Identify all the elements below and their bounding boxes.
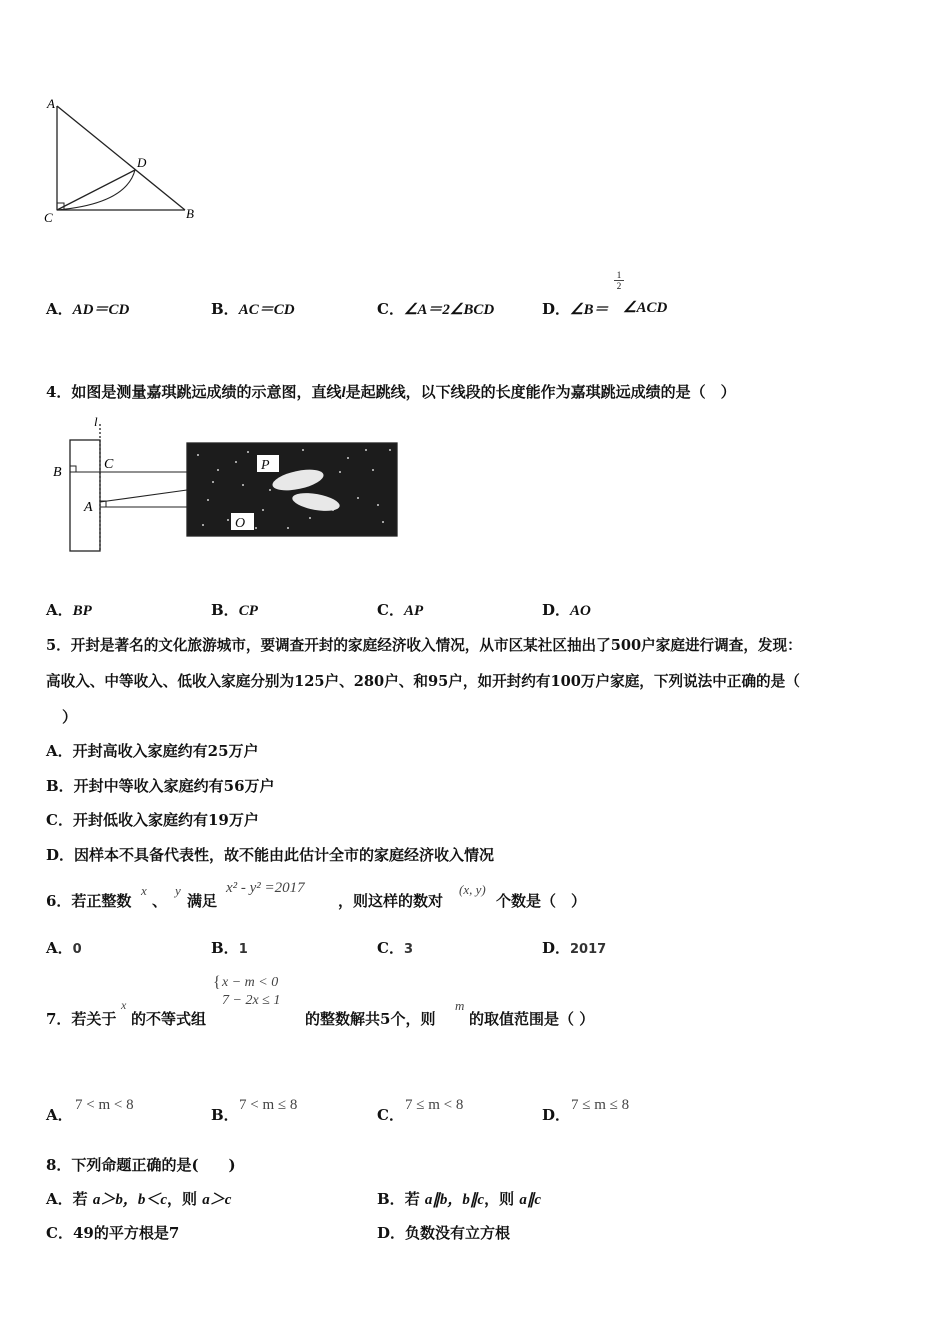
label-A: A <box>47 96 55 111</box>
q7-option-a: A． <box>46 1106 73 1124</box>
label-C: C <box>104 457 114 472</box>
q7-var-x: x <box>121 998 127 1012</box>
label-D: D <box>137 155 147 170</box>
q5-stem-line1: 5．开封是著名的文化旅游城市，要调查开封的家庭经济收入情况，从市区某社区抽出了500户家庭进行调查，发现： <box>46 637 802 654</box>
q5-option-c: C．开封低收入家庭约有19万户 <box>46 811 259 829</box>
q7-option-d-value: 7 ≤ m ≤ 8 <box>571 1097 630 1113</box>
label-B: B <box>53 465 62 480</box>
q7-stem-part3: 的整数解共5个，则 <box>305 1010 436 1028</box>
label-C: C <box>44 210 53 225</box>
q6-var-y: y <box>175 883 181 898</box>
q5-option-a: A．开封高收入家庭约有25万户 <box>46 742 259 760</box>
q8-option-b: B．若 a∥b，b∥c，则 a∥c <box>377 1190 541 1208</box>
q7-stem-part4: 的取值范围是（ ） <box>469 1010 595 1028</box>
q7-brace: { <box>213 974 221 991</box>
q6-option-d: D．2017 <box>542 939 607 957</box>
q6-stem-part4: ，则这样的数对 <box>338 892 444 910</box>
q3-option-c: C．∠A＝2∠BCD <box>377 300 495 318</box>
q4-stem: 4．如图是测量嘉琪跳远成绩的示意图，直线l是起跳线，以下线段的长度能作为嘉琪跳远成绩的是（ ） <box>46 383 736 401</box>
q7-option-d: D． <box>542 1106 571 1124</box>
q6-pair: (x, y) <box>459 882 486 897</box>
q6-equation: x² - y² =2017 <box>226 880 305 896</box>
q3-option-d-fraction: 1 2 <box>614 270 624 291</box>
q3-option-d-tail: ∠ACD <box>623 300 668 316</box>
q7-option-b-value: 7 < m ≤ 8 <box>239 1097 298 1113</box>
q7-stem-part1: 7．若关于 <box>46 1010 117 1028</box>
q6-stem-part5: 个数是（ ） <box>496 892 587 910</box>
q4-option-c: C．AP <box>377 601 424 619</box>
label-P: P <box>261 458 270 473</box>
q3-option-a: A．AD＝CD <box>46 300 130 318</box>
q4-option-d: D．AO <box>542 601 591 619</box>
q5-stem-line2: 高收入、中等收入、低收入家庭分别为125户、280户、和95户，如开封约有100万户家庭，下列说法中正确的是（ <box>46 673 800 690</box>
q6-stem-part3: 满足 <box>187 892 218 910</box>
q5-option-b: B．开封中等收入家庭约有56万户 <box>46 777 275 795</box>
label-O: O <box>235 516 246 531</box>
q7-option-a-value: 7 < m < 8 <box>75 1097 134 1113</box>
q6-option-a: A．0 <box>46 939 82 957</box>
q6-option-c: C．3 <box>377 939 413 957</box>
q6-var-x: x <box>141 883 147 898</box>
q8-stem: 8．下列命题正确的是( ) <box>46 1156 236 1174</box>
triangle-figure <box>38 92 208 232</box>
q4-option-b: B．CP <box>211 601 258 619</box>
label-A: A <box>84 500 93 515</box>
label-l: l <box>94 414 98 429</box>
q6-stem-part1: 6．若正整数 <box>46 892 132 910</box>
q5-option-d: D．因样本不具备代表性，故不能由此估计全市的家庭经济收入情况 <box>46 846 495 864</box>
q8-option-d: D．负数没有立方根 <box>377 1224 511 1242</box>
q7-option-b: B． <box>211 1106 239 1124</box>
q5-stem-line3: ） <box>62 708 78 726</box>
q6-stem-part2: 、 <box>152 892 168 910</box>
q4-option-a: A．BP <box>46 601 92 619</box>
q7-stem-part2: 的不等式组 <box>131 1010 207 1028</box>
label-B: B <box>186 206 194 221</box>
q6-option-b: B．1 <box>211 939 248 957</box>
q7-system-line2: 7 − 2x ≤ 1 <box>222 993 281 1008</box>
q8-option-c: C．49的平方根是7 <box>46 1224 180 1242</box>
q7-option-c-value: 7 ≤ m < 8 <box>405 1097 464 1113</box>
q7-var-m: m <box>455 998 465 1013</box>
q7-system-line1: x − m < 0 <box>222 975 279 990</box>
q7-option-c: C． <box>377 1106 404 1124</box>
q8-option-a: A．若 a＞b，b＜c，则 a＞c <box>46 1190 232 1208</box>
q3-option-b: B．AC＝CD <box>211 300 295 318</box>
long-jump-figure <box>48 410 408 560</box>
q3-option-d: D．∠B＝ <box>542 300 609 318</box>
